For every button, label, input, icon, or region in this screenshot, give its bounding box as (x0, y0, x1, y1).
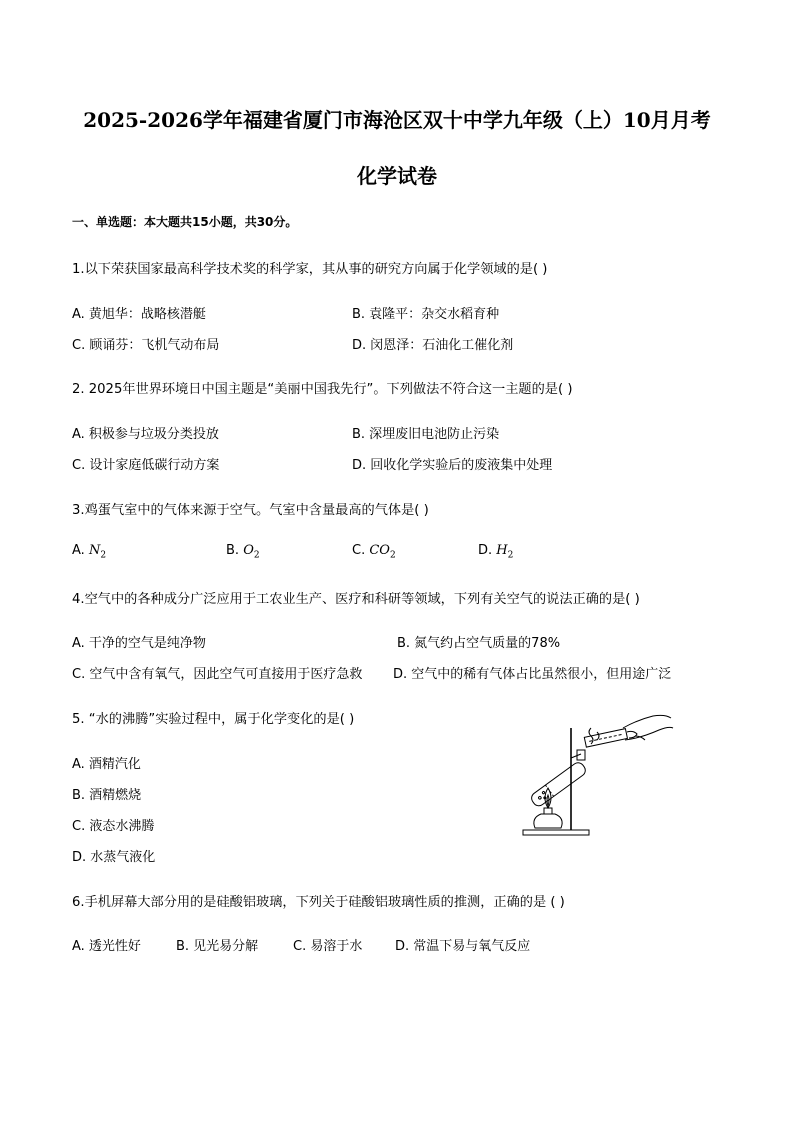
question-4-stem: 4.空气中的各种成分广泛应用于工农业生产、医疗和科研等领域，下列有关空气的说法正确的是( ) (72, 592, 640, 607)
question-4-option-a: A. 干净的空气是纯净物 (72, 636, 206, 651)
question-6-stem: 6.手机屏幕大部分用的是硅酸铝玻璃，下列关于硅酸铝玻璃性质的推测，正确的是 ( ) (72, 895, 565, 910)
question-6-option-b: B. 见光易分解 (176, 939, 259, 954)
question-5-option-c: C. 液态水沸腾 (72, 819, 155, 834)
question-1-option-c: C. 顾诵芬：飞机气动布局 (72, 338, 220, 353)
exam-title-line1: 2025-2026学年福建省厦门市海沧区双十中学九年级（上）10月月考 (83, 108, 711, 132)
question-3-option-d: D. $H_2$ (478, 543, 514, 561)
question-4-option-b: B. 氮气约占空气质量的78% (397, 636, 561, 651)
exam-title-line2: 化学试卷 (357, 164, 437, 188)
question-2-stem: 2. 2025年世界环境日中国主题是“美丽中国我先行”。下列做法不符合这一主题的是( ) (72, 382, 573, 397)
boiling-water-apparatus-figure (515, 710, 675, 840)
question-5-option-a: A. 酒精汽化 (72, 757, 141, 772)
question-1-stem: 1.以下荣获国家最高科学技术奖的科学家，其从事的研究方向属于化学领域的是( ) (72, 262, 548, 277)
question-6-option-d: D. 常温下易与氧气反应 (395, 939, 531, 954)
question-5-stem: 5. “水的沸腾”实验过程中，属于化学变化的是( ) (72, 712, 355, 727)
question-4-option-c: C. 空气中含有氧气，因此空气可直接用于医疗急救 (72, 667, 363, 682)
question-3-stem: 3.鸡蛋气室中的气体来源于空气。气室中含量最高的气体是( ) (72, 503, 429, 518)
question-2-option-a: A. 积极参与垃圾分类投放 (72, 427, 219, 442)
question-2-option-c: C. 设计家庭低碳行动方案 (72, 458, 220, 473)
question-6-option-a: A. 透光性好 (72, 939, 141, 954)
question-3-option-a: A. $N_2$ (72, 543, 107, 561)
question-1-option-b: B. 袁隆平：杂交水稻育种 (352, 307, 500, 322)
section-heading: 一、单选题：本大题共15小题，共30分。 (72, 215, 298, 229)
question-1-option-d: D. 闵恩泽：石油化工催化剂 (352, 338, 514, 353)
question-2-option-d: D. 回收化学实验后的废液集中处理 (352, 458, 553, 473)
question-6-option-c: C. 易溶于水 (293, 939, 363, 954)
question-5-option-d: D. 水蒸气液化 (72, 850, 156, 865)
question-3-option-c: C. $CO_2$ (352, 543, 396, 561)
question-1-option-a: A. 黄旭华：战略核潜艇 (72, 307, 206, 322)
question-4-option-d: D. 空气中的稀有气体占比虽然很小，但用途广泛 (393, 667, 672, 682)
question-5-option-b: B. 酒精燃烧 (72, 788, 142, 803)
question-3-option-b: B. $O_2$ (226, 543, 260, 561)
question-2-option-b: B. 深埋废旧电池防止污染 (352, 427, 500, 442)
